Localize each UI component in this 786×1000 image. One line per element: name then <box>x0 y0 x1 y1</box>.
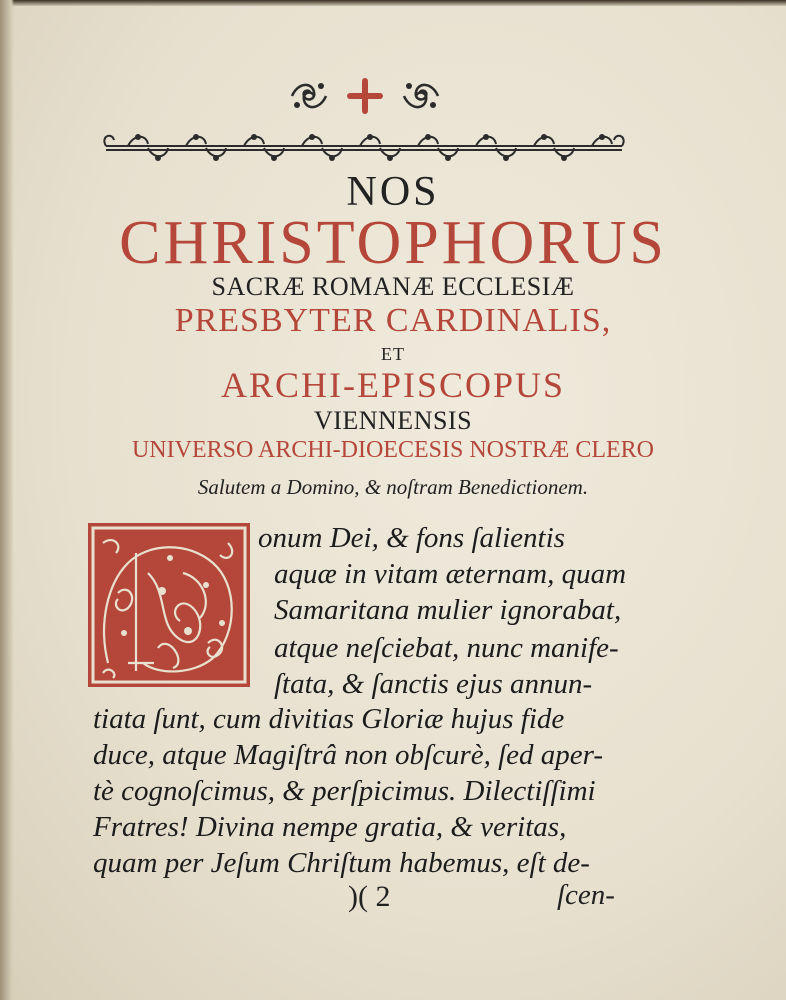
body-line-8: tè cognoſcimus, & perſpicimus. Dilectiſſimi <box>93 775 596 807</box>
body-line-7: duce, atque Magiſtrâ non obſcurè, ſed aper- <box>93 739 604 771</box>
body-line-3: Samaritana mulier ignorabat, <box>274 594 622 626</box>
body-line-5: ſtata, & ſanctis ejus annun- <box>274 668 593 700</box>
body-line-10: quam per Jeſum Chriſtum habemus, eſt de- <box>93 847 590 879</box>
catchword: ſcen- <box>557 879 615 911</box>
page-top-edge <box>0 0 786 6</box>
left-fleuron-icon <box>292 83 326 108</box>
right-fleuron-icon <box>404 83 438 108</box>
heading-sacrae: SACRÆ ROMANÆ ECCLESIÆ <box>211 272 575 301</box>
page-gutter <box>0 0 14 1000</box>
heading-salutem: Salutem a Domino, & noſtram Benedictionem. <box>197 475 589 499</box>
ornamental-band <box>98 126 630 166</box>
top-ornament <box>290 78 440 114</box>
heading-nos: NOS <box>346 169 440 215</box>
drop-cap-d-icon <box>88 523 250 687</box>
heading-universo: UNIVERSO ARCHI-DIOECESIS NOSTRÆ CLERO <box>131 437 655 463</box>
body-line-9: Fratres! Divina nempe gratia, & veritas, <box>93 811 567 843</box>
cross-ornament-icon <box>347 78 383 114</box>
body-line-6: tiata ſunt, cum divitias Gloriæ hujus fide <box>93 703 565 735</box>
body-line-2: aquæ in vitam æternam, quam <box>274 558 627 590</box>
signature-mark: )( 2 <box>348 880 391 913</box>
heading-name: CHRISTOPHORUS <box>119 209 667 277</box>
heading-viennensis: VIENNENSIS <box>313 406 473 435</box>
heading-et: ET <box>381 344 405 364</box>
body-line-1: onum Dei, & fons ſalientis <box>258 522 565 554</box>
heading-archi: ARCHI-EPISCOPUS <box>220 365 566 405</box>
heading-presbyter: PRESBYTER CARDINALIS, <box>174 302 612 339</box>
body-line-4: atque neſciebat, nunc manife- <box>274 632 619 664</box>
